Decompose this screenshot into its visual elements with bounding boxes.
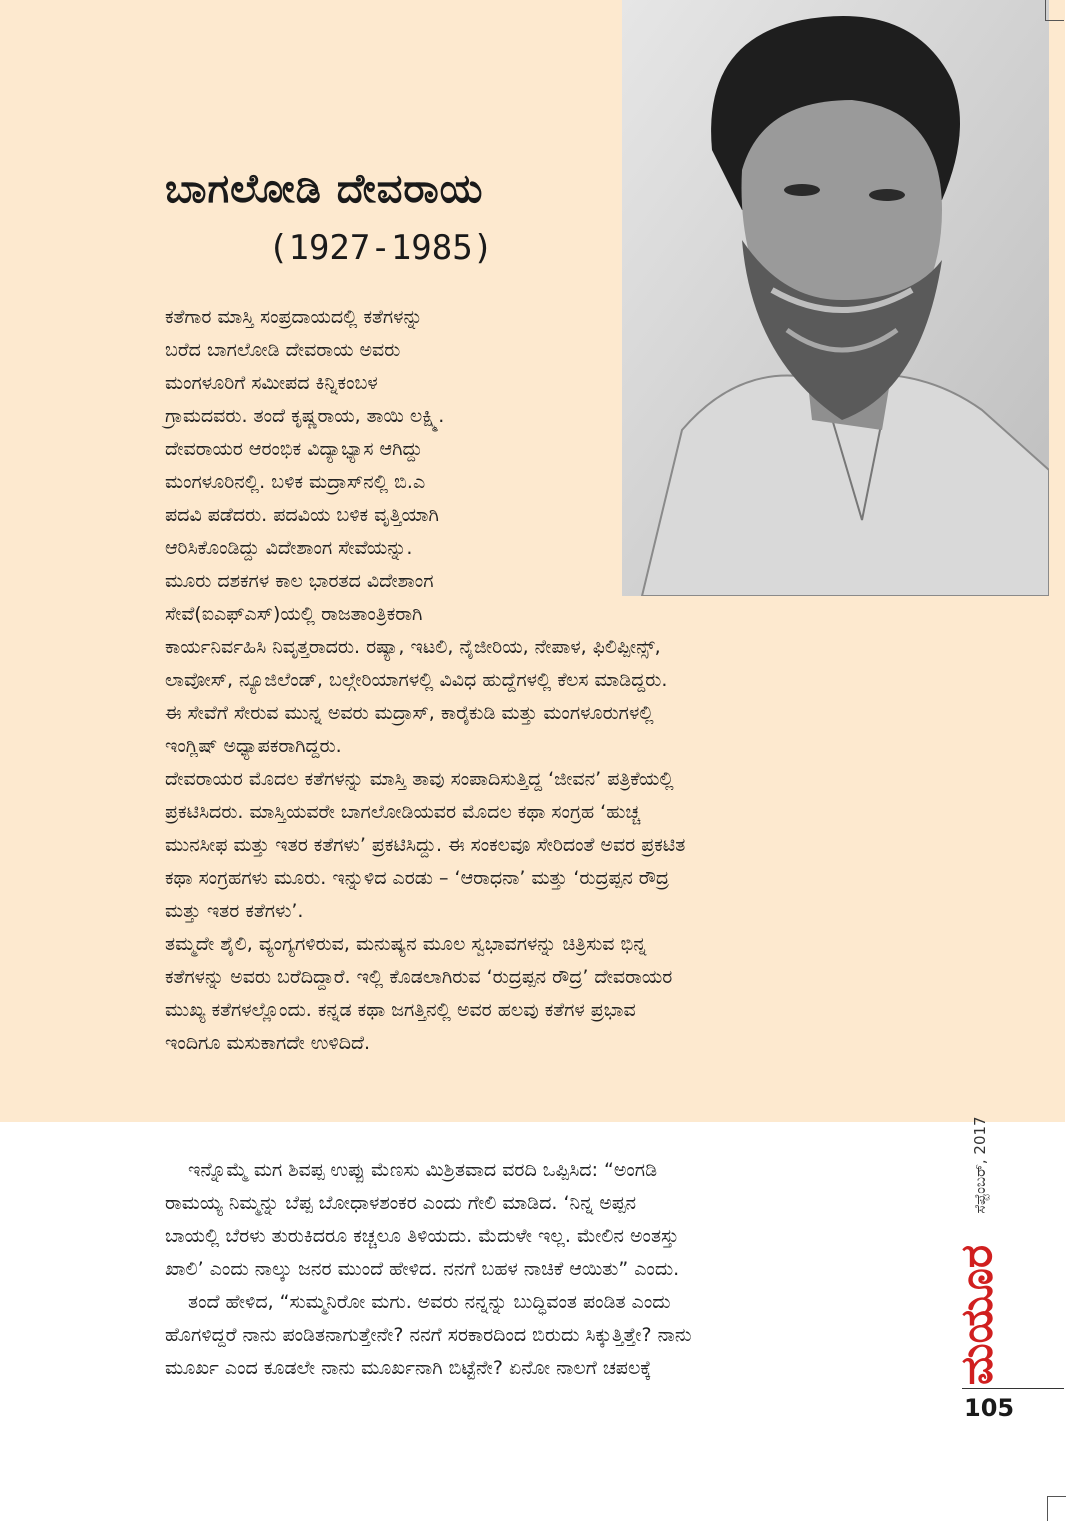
bio-line: ಮೂರು ದಶಕಗಳ ಕಾಲ ಭಾರತದ ವಿದೇಶಾಂಗ (165, 570, 434, 592)
author-name-heading: ಬಾಗಲೋಡಿ ದೇವರಾಯ (165, 166, 484, 212)
story-line: ಖಾಲಿ’ ಎಂದು ನಾಲ್ಕು ಜನರ ಮುಂದೆ ಹೇಳಿದ. ನನಗೆ ಬಹಳ ನಾಚಿಕೆ ಆಯಿತು” ಎಂದು. (165, 1258, 680, 1280)
bio-line: ಕತೆಗಳನ್ನು ಅವರು ಬರೆದಿದ್ದಾರೆ. ಇಲ್ಲಿ ಕೊಡಲಾಗಿರುವ ‘ರುದ್ರಪ್ಪನ ರೌದ್ರ’ ದೇವರಾಯರ (165, 966, 673, 988)
author-portrait (622, 0, 1049, 596)
bio-line: ಈ ಸೇವೆಗೆ ಸೇರುವ ಮುನ್ನ ಅವರು ಮದ್ರಾಸ್, ಕಾರೈಕುಡಿ ಮತ್ತು ಮಂಗಳೂರುಗಳಲ್ಲಿ (165, 702, 654, 724)
magazine-logo-text: ಮಯೂರ (951, 1244, 1003, 1386)
author-years: (1927-1985) (268, 228, 494, 268)
story-line: ಹೊಗಳಿದ್ದರೆ ನಾನು ಪಂಡಿತನಾಗುತ್ತೇನೇ? ನನಗೆ ಸರಕಾರದಿಂದ ಬಿರುದು ಸಿಕ್ಕುತ್ತಿತ್ತೇ? ನಾನು (165, 1324, 692, 1346)
bio-line: ಮಂಗಳೂರಿನಲ್ಲಿ. ಬಳಿಕ ಮದ್ರಾಸ್‌ನಲ್ಲಿ ಬಿ.ಎ (165, 471, 426, 493)
bio-line: ಪದವಿ ಪಡೆದರು. ಪದವಿಯ ಬಳಿಕ ವೃತ್ತಿಯಾಗಿ (165, 504, 439, 526)
story-line: ರಾಮಯ್ಯ ನಿಮ್ಮನ್ನು ಬೆಪ್ಪ ಬೋಧಾಳಶಂಕರ ಎಂದು ಗೇಲಿ ಮಾಡಿದ. ‘ನಿನ್ನ ಅಪ್ಪನ (165, 1192, 637, 1214)
bio-line: ಆರಿಸಿಕೊಂಡಿದ್ದು ವಿದೇಶಾಂಗ ಸೇವೆಯನ್ನು. (165, 537, 413, 559)
bio-line: ಸೇವೆ(ಐಎಫ್‌ಎಸ್)ಯಲ್ಲಿ ರಾಜತಾಂತ್ರಿಕರಾಗಿ (165, 603, 423, 625)
crop-mark-bottom (1047, 1496, 1066, 1521)
bio-line: ಪ್ರಕಟಿಸಿದರು. ಮಾಸ್ತಿಯವರೇ ಬಾಗಲೋಡಿಯವರ ಮೊದಲ ಕಥಾ ಸಂಗ್ರಹ ‘ಹುಚ್ಚ (165, 801, 641, 823)
bio-line: ಕತೆಗಾರ ಮಾಸ್ತಿ ಸಂಪ್ರದಾಯದಲ್ಲಿ ಕತೆಗಳನ್ನು (165, 306, 423, 328)
bio-line: ಕಾರ್ಯನಿರ್ವಹಿಸಿ ನಿವೃತ್ತರಾದರು. ರಷ್ಯಾ, ಇಟಲಿ, ನೈಜೀರಿಯ, ನೇಪಾಳ, ಫಿಲಿಪ್ಪೀನ್ಸ್, (165, 636, 661, 658)
bio-line: ತಮ್ಮದೇ ಶೈಲಿ, ವ್ಯಂಗ್ಯಗಳಿರುವ, ಮನುಷ್ಯನ ಮೂಲ ಸ್ವಭಾವಗಳನ್ನು ಚಿತ್ರಿಸುವ ಭಿನ್ನ (165, 933, 647, 955)
issue-date-text: ಸೆಪ್ಟೆಂಬರ್, 2017 (971, 1116, 989, 1214)
bio-line: ಮುಖ್ಯ ಕತೆಗಳಲ್ಲೊಂದು. ಕನ್ನಡ ಕಥಾ ಜಗತ್ತಿನಲ್ಲಿ ಅವರ ಹಲವು ಕತೆಗಳ ಪ್ರಭಾವ (165, 999, 636, 1021)
story-line: ಬಾಯಲ್ಲಿ ಬೆರಳು ತುರುಕಿದರೂ ಕಚ್ಚಲೂ ತಿಳಿಯದು. ಮೆದುಳೇ ಇಲ್ಲ. ಮೇಲಿನ ಅಂತಸ್ತು (165, 1225, 679, 1247)
story-line: ತಂದೆ ಹೇಳಿದ, “ಸುಮ್ಮನಿರೋ ಮಗು. ಅವರು ನನ್ನನ್ನು ಬುದ್ಧಿವಂತ ಪಂಡಿತ ಎಂದು (188, 1291, 671, 1313)
issue-date (960, 1090, 1000, 1240)
bio-line: ಇಂಗ್ಲಿಷ್ ಅಧ್ಯಾಪಕರಾಗಿದ್ದರು. (165, 735, 342, 757)
bio-line: ಕಥಾ ಸಂಗ್ರಹಗಳು ಮೂರು. ಇನ್ನುಳಿದ ಎರಡು – ‘ಆರಾಧನಾ’ ಮತ್ತು ‘ರುದ್ರಪ್ಪನ ರೌದ್ರ (165, 867, 670, 889)
story-line: ಮೂರ್ಖ ಎಂದ ಕೂಡಲೇ ನಾನು ಮೂರ್ಖನಾಗಿ ಬಿಟ್ಟೆನೇ? ಏನೋ ನಾಲಗೆ ಚಪಲಕ್ಕೆ (165, 1357, 652, 1379)
page-number: 105 (964, 1394, 1015, 1422)
story-line: ಇನ್ನೊಮ್ಮೆ ಮಗ ಶಿವಪ್ಪ ಉಪ್ಪು ಮೆಣಸು ಮಿಶ್ರಿತವಾದ ವರದಿ ಒಪ್ಪಿಸಿದ: “ಅಂಗಡಿ (188, 1159, 658, 1181)
bio-line: ಗ್ರಾಮದವರು. ತಂದೆ ಕೃಷ್ಣರಾಯ, ತಾಯಿ ಲಕ್ಷ್ಮಿ. (165, 405, 445, 427)
magazine-logo (947, 1245, 1007, 1385)
bio-line: ದೇವರಾಯರ ಮೊದಲ ಕತೆಗಳನ್ನು ಮಾಸ್ತಿ ತಾವು ಸಂಪಾದಿಸುತ್ತಿದ್ದ ‘ಜೀವನ’ ಪತ್ರಿಕೆಯಲ್ಲಿ (165, 768, 674, 790)
bio-line: ಮುನಸೀಫ ಮತ್ತು ಇತರ ಕತೆಗಳು’ ಪ್ರಕಟಿಸಿದ್ದು. ಈ ಸಂಕಲವೂ ಸೇರಿದಂತೆ ಅವರ ಪ್ರಕಟಿತ (165, 834, 686, 856)
bio-line: ಲಾವೋಸ್, ನ್ಯೂಜಿಲೆಂಡ್, ಬಲ್ಗೇರಿಯಾಗಳಲ್ಲಿ ವಿವಿಧ ಹುದ್ದೆಗಳಲ್ಲಿ ಕೆಲಸ ಮಾಡಿದ್ದರು. (165, 669, 668, 691)
bio-line: ಇಂದಿಗೂ ಮಸುಕಾಗದೇ ಉಳಿದಿದೆ. (165, 1032, 371, 1054)
bio-line: ಮತ್ತು ಇತರ ಕತೆಗಳು’. (165, 900, 304, 922)
bio-line: ಬರೆದ ಬಾಗಲೋಡಿ ದೇವರಾಯ ಅವರು (165, 339, 401, 361)
bio-line: ಮಂಗಳೂರಿಗೆ ಸಮೀಪದ ಕಿನ್ನಿಕಂಬಳ (165, 372, 378, 394)
crop-mark-top (1045, 0, 1064, 21)
page-number-rule (962, 1388, 1064, 1389)
bio-line: ದೇವರಾಯರ ಆರಂಭಿಕ ವಿದ್ಯಾಭ್ಯಾಸ ಆಗಿದ್ದು (165, 438, 423, 460)
